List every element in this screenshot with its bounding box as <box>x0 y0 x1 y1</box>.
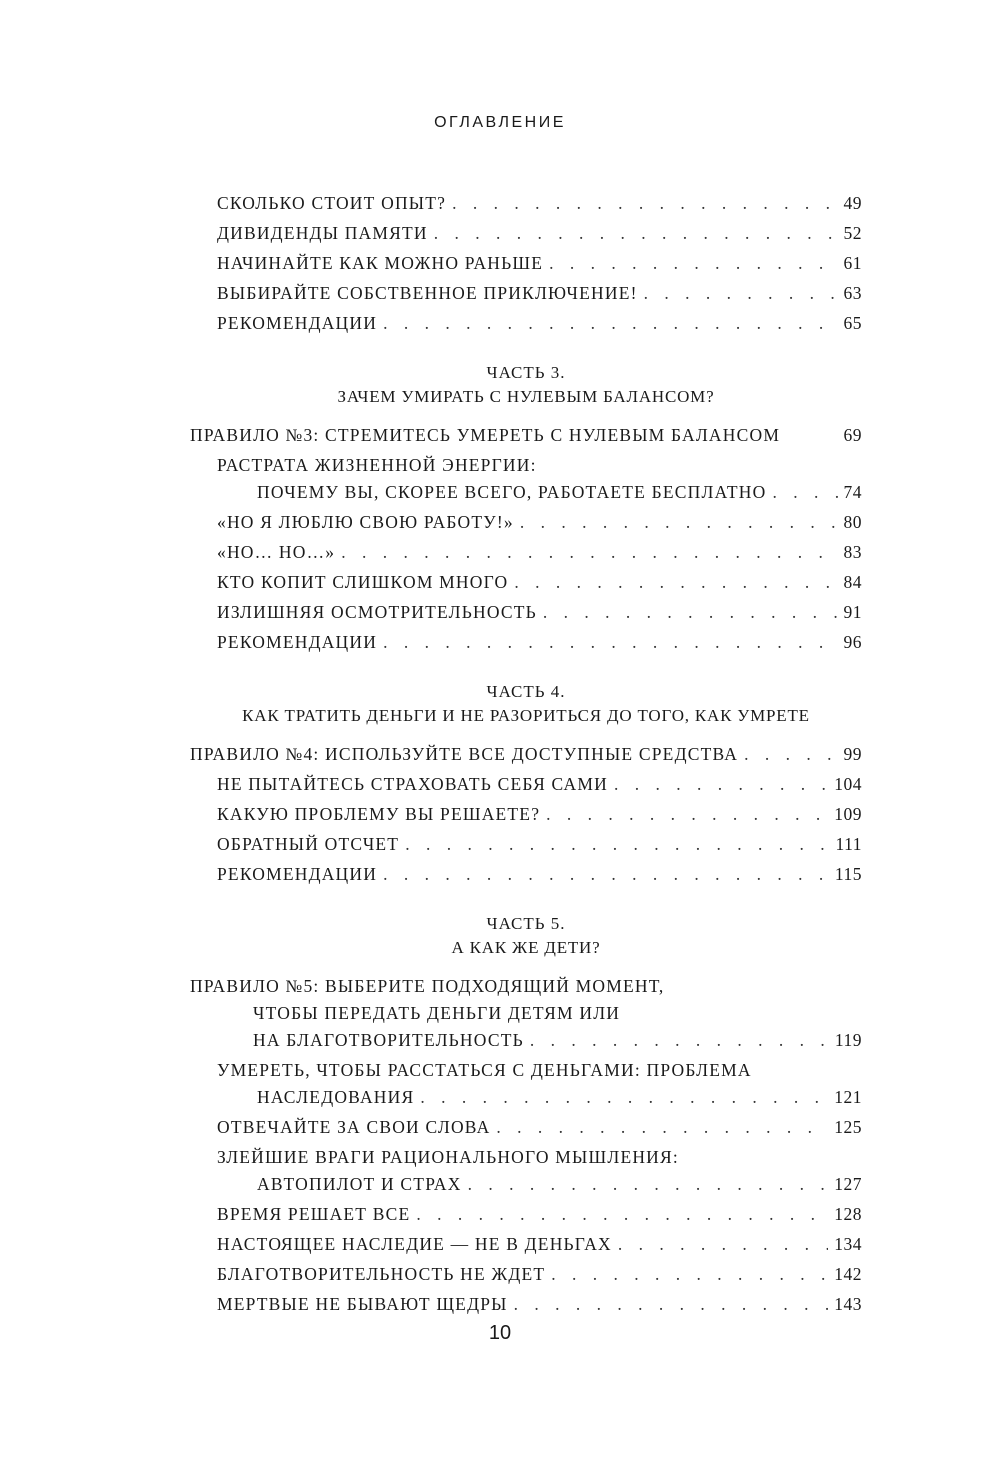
leader-dots <box>405 831 829 858</box>
toc-entry[interactable] <box>190 1291 862 1318</box>
leader-dots <box>434 220 838 247</box>
leader-dots <box>772 479 837 506</box>
leader-dots <box>452 190 837 217</box>
toc-entry-title: НЕ ПЫТАЙТЕСЬ СТРАХОВАТЬ СЕБЯ САМИ <box>217 774 608 794</box>
toc-entry-title: МЕРТВЫЕ НЕ БЫВАЮТ ЩЕДРЫ <box>217 1294 508 1314</box>
toc-entry[interactable] <box>190 771 862 798</box>
toc-entry-title: КАКУЮ ПРОБЛЕМУ ВЫ РЕШАЕТЕ? <box>217 804 541 824</box>
leader-dots <box>416 1201 828 1228</box>
toc-entry[interactable] <box>190 1261 862 1288</box>
part-title: А КАК ЖЕ ДЕТИ? <box>451 938 601 957</box>
toc-entry[interactable] <box>190 220 862 247</box>
leader-dots <box>551 1261 828 1288</box>
toc-entry-title: ОБРАТНЫЙ ОТСЧЕТ <box>217 834 400 854</box>
toc-page-number: 121 <box>834 1087 862 1107</box>
toc-entry[interactable] <box>190 599 862 626</box>
toc-entry-title: АВТОПИЛОТ И СТРАХ <box>257 1174 462 1194</box>
toc-entry-title-line: ЗЛЕЙШИЕ ВРАГИ РАЦИОНАЛЬНОГО МЫШЛЕНИЯ: <box>217 1147 679 1167</box>
toc-page-number: 49 <box>843 193 862 213</box>
toc-entry-title: НА БЛАГОТВОРИТЕЛЬНОСТЬ <box>253 1030 524 1050</box>
part-heading <box>190 361 862 409</box>
toc-entry-title: ПРАВИЛО №3: СТРЕМИТЕСЬ УМЕРЕТЬ С НУЛЕВЫМ БАЛАНСОМ <box>190 425 781 445</box>
leader-dots <box>420 1084 828 1111</box>
toc-entry-title: КТО КОПИТ СЛИШКОМ МНОГО <box>217 572 509 592</box>
toc-page-number: 80 <box>843 512 862 532</box>
toc-page-number: 52 <box>843 223 862 243</box>
toc-entry-title: ВЫБИРАЙТЕ СОБСТВЕННОЕ ПРИКЛЮЧЕНИЕ! <box>217 283 638 303</box>
toc-entry[interactable] <box>190 1057 862 1111</box>
toc-entry-title: НАСТОЯЩЕЕ НАСЛЕДИЕ — НЕ В ДЕНЬГАХ <box>217 1234 612 1254</box>
leader-dots <box>496 1114 828 1141</box>
toc-entry-title: ВРЕМЯ РЕШАЕТ ВСЕ <box>217 1204 411 1224</box>
toc-page-number: 99 <box>843 744 862 764</box>
leader-dots <box>644 280 838 307</box>
toc-entry-title-line: УМЕРЕТЬ, ЧТОБЫ РАССТАТЬСЯ С ДЕНЬГАМИ: ПРОБЛЕМА <box>217 1060 752 1080</box>
leader-dots <box>514 569 837 596</box>
part-heading <box>190 912 862 960</box>
toc-page-number: 91 <box>843 602 862 622</box>
toc-entry-title: ПРАВИЛО №4: ИСПОЛЬЗУЙТЕ ВСЕ ДОСТУПНЫЕ СРЕДСТВА <box>190 744 739 764</box>
toc-entry-title-line: ПРАВИЛО №5: ВЫБЕРИТЕ ПОДХОДЯЩИЙ МОМЕНТ, <box>190 976 665 996</box>
leader-dots <box>341 539 837 566</box>
part-title: ЗАЧЕМ УМИРАТЬ С НУЛЕВЫМ БАЛАНСОМ? <box>337 387 715 406</box>
leader-dots <box>614 771 828 798</box>
toc-rule-entry[interactable] <box>190 973 862 1054</box>
toc-entry-title-line: ЧТОБЫ ПЕРЕДАТЬ ДЕНЬГИ ДЕТЯМ ИЛИ <box>253 1003 621 1023</box>
toc-entry-title: РЕКОМЕНДАЦИИ <box>217 313 378 333</box>
part-heading <box>190 680 862 728</box>
toc-entry[interactable] <box>190 452 862 506</box>
toc-entry[interactable] <box>190 280 862 307</box>
leader-dots <box>468 1171 829 1198</box>
toc-entry[interactable] <box>190 861 862 888</box>
toc-entry-title-line: РАСТРАТА ЖИЗНЕННОЙ ЭНЕРГИИ: <box>217 455 537 475</box>
toc-rule-entry[interactable] <box>190 422 862 449</box>
toc-entry-title: ДИВИДЕНДЫ ПАМЯТИ <box>217 223 428 243</box>
toc-page-number: 142 <box>834 1264 862 1284</box>
toc-page-number: 134 <box>834 1234 862 1254</box>
toc-page-number: 127 <box>834 1174 862 1194</box>
toc-entry-title: ПОЧЕМУ ВЫ, СКОРЕЕ ВСЕГО, РАБОТАЕТЕ БЕСПЛАТНО <box>257 482 767 502</box>
toc-entry-title: РЕКОМЕНДАЦИИ <box>217 864 378 884</box>
toc-entry[interactable] <box>190 250 862 277</box>
leader-dots <box>520 509 838 536</box>
toc-page-number: 143 <box>834 1294 862 1314</box>
leader-dots <box>543 599 838 626</box>
leader-dots <box>549 250 837 277</box>
toc-page-number: 63 <box>843 283 862 303</box>
page-number: 10 <box>488 1322 512 1344</box>
toc-page-number: 119 <box>834 1030 862 1050</box>
toc-page-number: 84 <box>843 572 862 592</box>
leader-dots <box>383 861 829 888</box>
part-label: ЧАСТЬ 5. <box>486 914 566 933</box>
toc-page-number: 111 <box>835 834 862 854</box>
toc-entry[interactable] <box>190 629 862 656</box>
toc-rule-entry[interactable] <box>190 741 862 768</box>
toc-page-number: 65 <box>843 313 862 333</box>
toc-entry[interactable] <box>190 569 862 596</box>
toc-entry[interactable] <box>190 831 862 858</box>
part-title: КАК ТРАТИТЬ ДЕНЬГИ И НЕ РАЗОРИТЬСЯ ДО ТОГО, КАК УМРЕТЕ <box>242 706 810 725</box>
part-label: ЧАСТЬ 3. <box>486 363 566 382</box>
leader-dots <box>514 1291 829 1318</box>
toc-entry[interactable] <box>190 190 862 217</box>
toc-entry[interactable] <box>190 1144 862 1198</box>
toc-page-number: 115 <box>834 864 862 884</box>
toc-entry-title: БЛАГОТВОРИТЕЛЬНОСТЬ НЕ ЖДЕТ <box>217 1264 546 1284</box>
toc-entry-title: СКОЛЬКО СТОИТ ОПЫТ? <box>217 193 447 213</box>
toc-entry[interactable] <box>190 801 862 828</box>
toc-page-number: 104 <box>834 774 862 794</box>
toc-page-number: 96 <box>843 632 862 652</box>
toc-entry[interactable] <box>190 310 862 337</box>
toc-page-number: 109 <box>834 804 862 824</box>
toc-entry-title: «НО… НО…» <box>217 542 336 562</box>
leader-dots <box>618 1231 828 1258</box>
toc-entry[interactable] <box>190 1201 862 1228</box>
toc-entry[interactable] <box>190 1231 862 1258</box>
toc-entry[interactable] <box>190 509 862 536</box>
toc-entry[interactable] <box>190 539 862 566</box>
table-of-contents <box>190 190 862 1321</box>
toc-entry-title: ОТВЕЧАЙТЕ ЗА СВОИ СЛОВА <box>217 1117 491 1137</box>
toc-page-number: 69 <box>843 425 862 445</box>
toc-entry-title: НАЧИНАЙТЕ КАК МОЖНО РАНЬШЕ <box>217 253 544 273</box>
toc-page-number: 83 <box>843 542 862 562</box>
toc-page-number: 125 <box>834 1117 862 1137</box>
part-label: ЧАСТЬ 4. <box>486 682 566 701</box>
toc-page-number: 74 <box>843 482 862 502</box>
toc-entry-title: НАСЛЕДОВАНИЯ <box>257 1087 415 1107</box>
leader-dots <box>546 801 828 828</box>
toc-entry-title: РЕКОМЕНДАЦИИ <box>217 632 378 652</box>
toc-entry-title: «НО Я ЛЮБЛЮ СВОЮ РАБОТУ!» <box>217 512 514 532</box>
toc-entry[interactable] <box>190 1114 862 1141</box>
leader-dots <box>383 310 837 337</box>
leader-dots <box>530 1027 829 1054</box>
toc-page-number: 61 <box>843 253 862 273</box>
page-running-head: ОГЛАВЛЕНИЕ <box>434 114 566 131</box>
leader-dots <box>383 629 837 656</box>
leader-dots <box>744 741 837 768</box>
toc-entry-title: ИЗЛИШНЯЯ ОСМОТРИТЕЛЬНОСТЬ <box>217 602 537 622</box>
toc-page-number: 128 <box>834 1204 862 1224</box>
